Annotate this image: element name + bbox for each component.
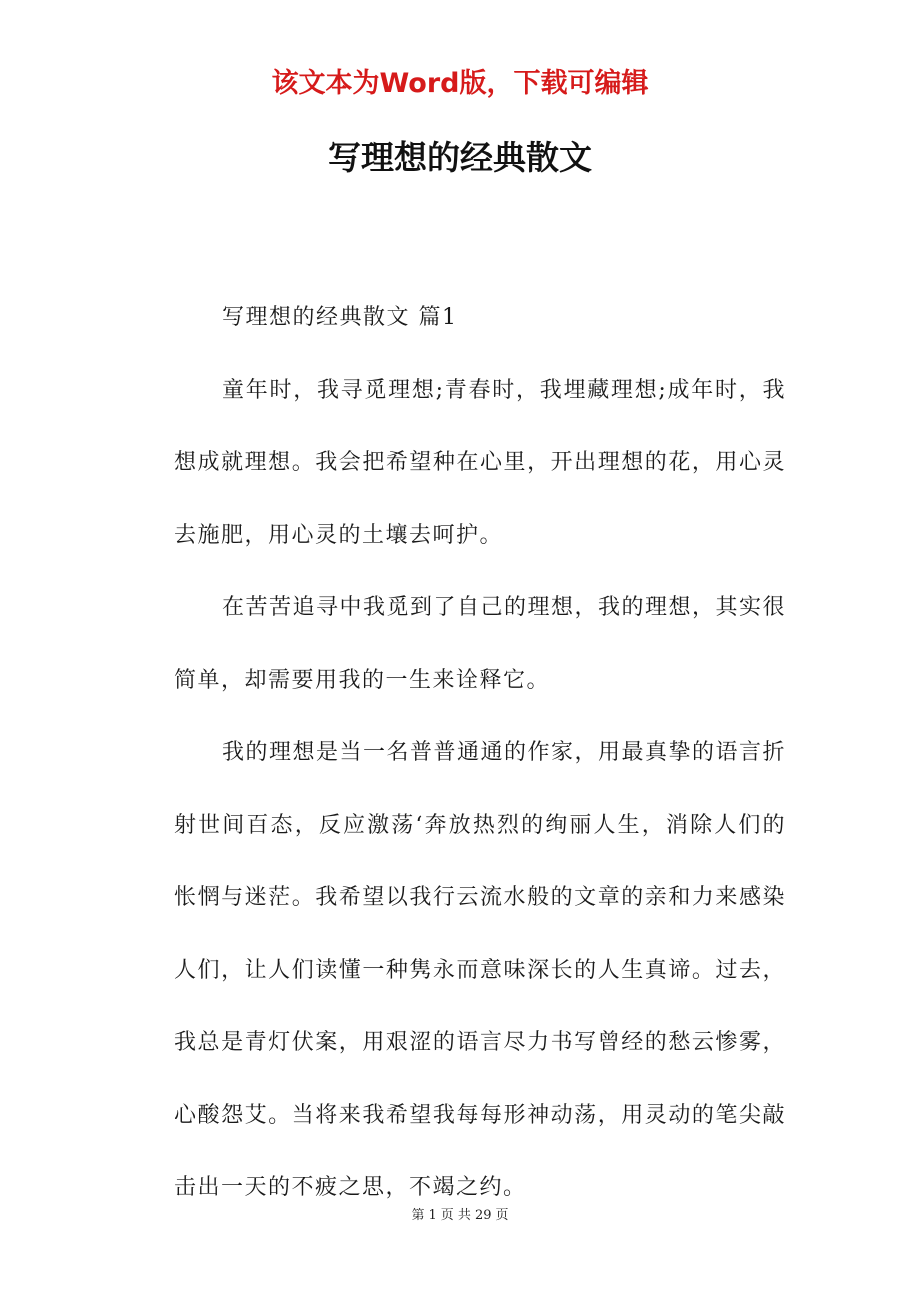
paragraph: 童年时，我寻觅理想;青春时，我埋藏理想;成年时，我想成就理想。我会把希望种在心里，开出理想的花，用心灵去施肥，用心灵的土壤去呵护。 (174, 377, 786, 548)
paragraph: 在苦苦追寻中我觅到了自己的理想，我的理想，其实很简单，却需要用我的一生来诠释它。 (174, 595, 787, 693)
paragraph: 我的理想是当一名普普通通的作家，用最真挚的语言折射世间百态，反应激荡‘奔放热烈的绚丽人生，消除人们的怅惘与迷茫。我希望以我行云流水般的文章的亲和力来感染人们，让人们读懂一种隽永而意味深长的人生真谛。过去，我总是青灯伏案，用艰涩的语言尽力书写曾经的愁云惨雾，心酸怨艾。当将来我希望我每每形神动荡，用灵动的笔尖敲击出一天的不疲之思，不竭之约。 (174, 740, 787, 1200)
page-footer (0, 1206, 920, 1226)
total-pages-number: 29 (474, 1208, 492, 1223)
document-body (174, 282, 786, 1225)
section-heading: 写理想的经典散文 篇1 (222, 305, 458, 330)
footer-mid: 页 共 (440, 1208, 471, 1223)
footer-prefix: 第 (411, 1208, 425, 1223)
current-page-number: 1 (428, 1208, 437, 1223)
download-banner: 该文本为Word版，下载可编辑 (271, 68, 649, 99)
footer-suffix: 页 (495, 1208, 509, 1223)
page-title: 写理想的经典散文 (328, 138, 592, 177)
